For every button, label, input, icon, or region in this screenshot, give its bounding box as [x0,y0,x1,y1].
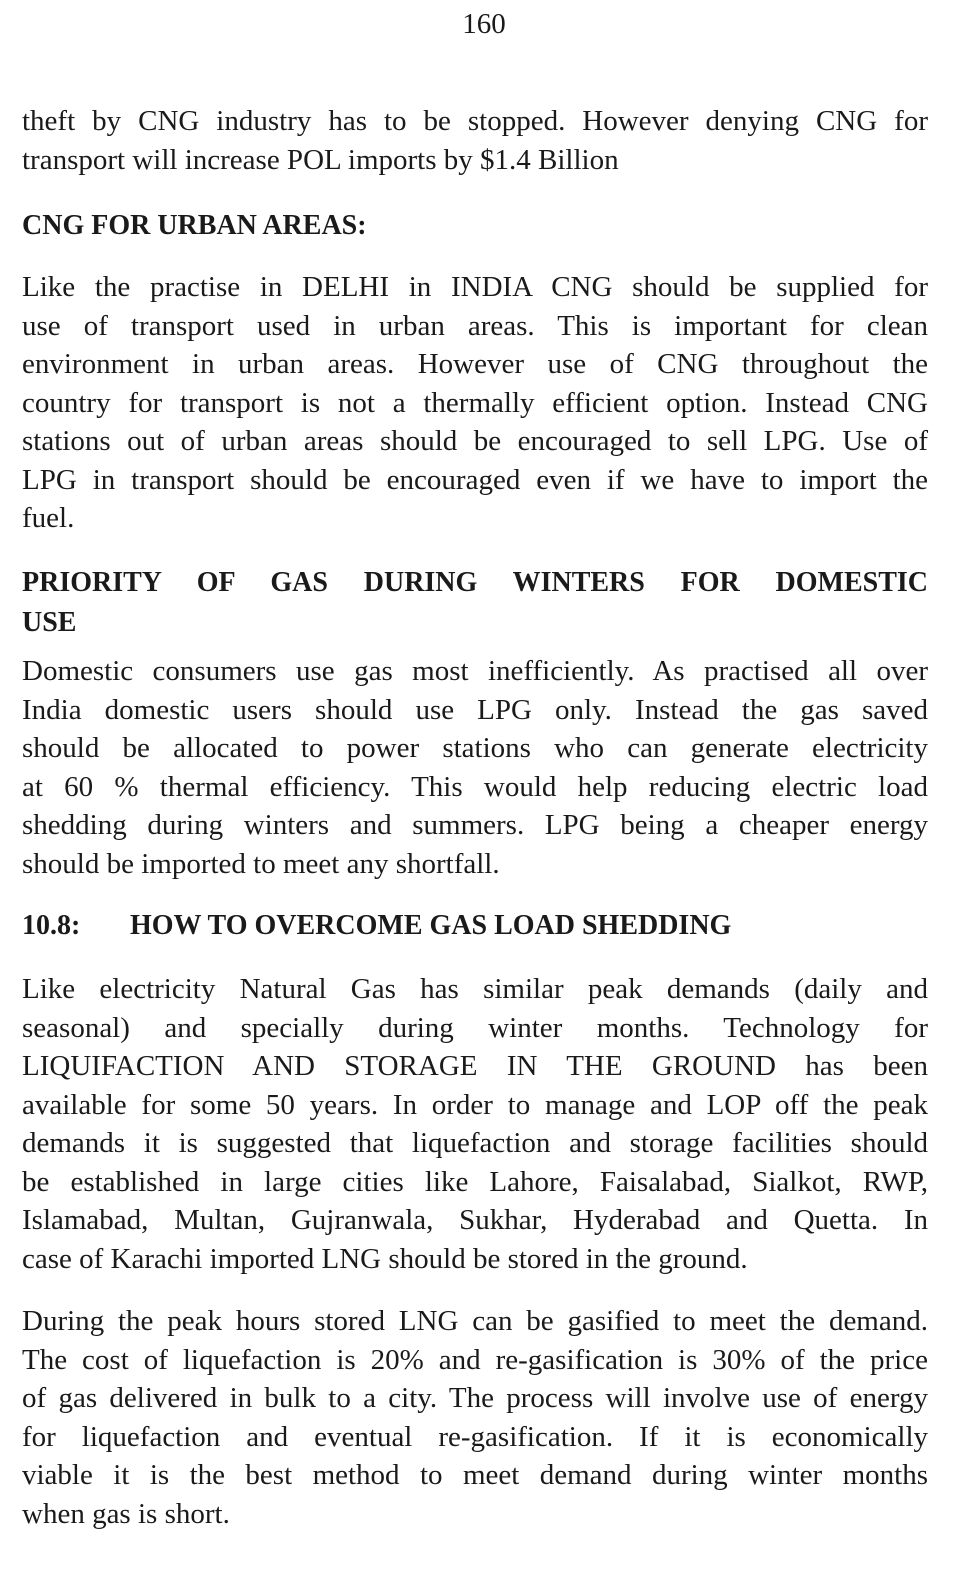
paragraph-line: The cost of liquefaction is 20% and re-gasification is 30% of the price [22,1343,928,1376]
heading-line: USE [22,607,77,638]
paragraph-urban-areas [22,268,928,538]
paragraph-line: shedding during winters and summers. LPG being a cheaper energy [22,809,928,841]
paragraph-intro [22,102,928,179]
paragraph-line: Islamabad, Multan, Gujranwala, Sukhar, Hyderabad and Quetta. In [22,1204,928,1236]
paragraph-line: use of transport used in urban areas. This is important for clean [22,309,928,342]
paragraph-line: be established in large cities like Lahore, Faisalabad, Sialkot, RWP, [22,1165,928,1198]
paragraph-line: theft by CNG industry has to be stopped. However denying CNG for [22,105,928,137]
paragraph-line: Like the practise in DELHI in INDIA CNG should be supplied for [22,271,928,303]
paragraph-line: for liquefaction and eventual re-gasification. If it is economically [22,1420,928,1453]
paragraph-priority [22,652,928,883]
paragraph-line: should be imported to meet any shortfall. [22,847,500,880]
paragraph-line: case of Karachi imported LNG should be stored in the ground. [22,1242,748,1275]
paragraph-line: environment in urban areas. However use of CNG throughout the [22,348,928,380]
heading-priority-of-gas [22,563,928,643]
paragraph-line: should be allocated to power stations who can generate electricity [22,732,928,764]
section-title: HOW TO OVERCOME GAS LOAD SHEDDING [130,910,732,941]
paragraph-line: Like electricity Natural Gas has similar peak demands (daily and [22,973,928,1005]
paragraph-line: Domestic consumers use gas most inefficiently. As practised all over [22,655,928,687]
page-number: 160 [462,8,506,40]
paragraph-line: stations out of urban areas should be encouraged to sell LPG. Use of [22,425,928,457]
paragraph-line: at 60 % thermal efficiency. This would help reducing electric load [22,770,928,803]
paragraph-line: available for some 50 years. In order to manage and LOP off the peak [22,1088,928,1121]
paragraph-line: demands it is suggested that liquefaction and storage facilities should [22,1127,928,1159]
heading-cng-urban-areas: CNG FOR URBAN AREAS: [22,210,367,241]
paragraph-line: viable it is the best method to meet demand during winter months [22,1459,928,1491]
section-number: 10.8: [22,910,81,941]
paragraph-line: seasonal) and specially during winter months. Technology for [22,1011,928,1044]
paragraph-line: During the peak hours stored LNG can be gasified to meet the demand. [22,1305,928,1337]
paragraph-line: LIQUIFACTION AND STORAGE IN THE GROUND has been [22,1050,928,1082]
paragraph-line: fuel. [22,502,75,534]
paragraph-section-2 [22,1302,928,1533]
paragraph-line: India domestic users should use LPG only. Instead the gas saved [22,693,928,726]
heading-line: PRIORITY OF GAS DURING WINTERS FOR DOMESTIC [22,567,928,598]
heading-section-10-8 [22,906,928,946]
paragraph-line: when gas is short. [22,1497,230,1530]
paragraph-section-1 [22,970,928,1278]
paragraph-line: of gas delivered in bulk to a city. The process will involve use of energy [22,1382,928,1414]
paragraph-line: LPG in transport should be encouraged even if we have to import the [22,463,928,496]
paragraph-line: country for transport is not a thermally efficient option. Instead CNG [22,386,928,419]
paragraph-line: transport will increase POL imports by $1.4 Billion [22,143,619,176]
